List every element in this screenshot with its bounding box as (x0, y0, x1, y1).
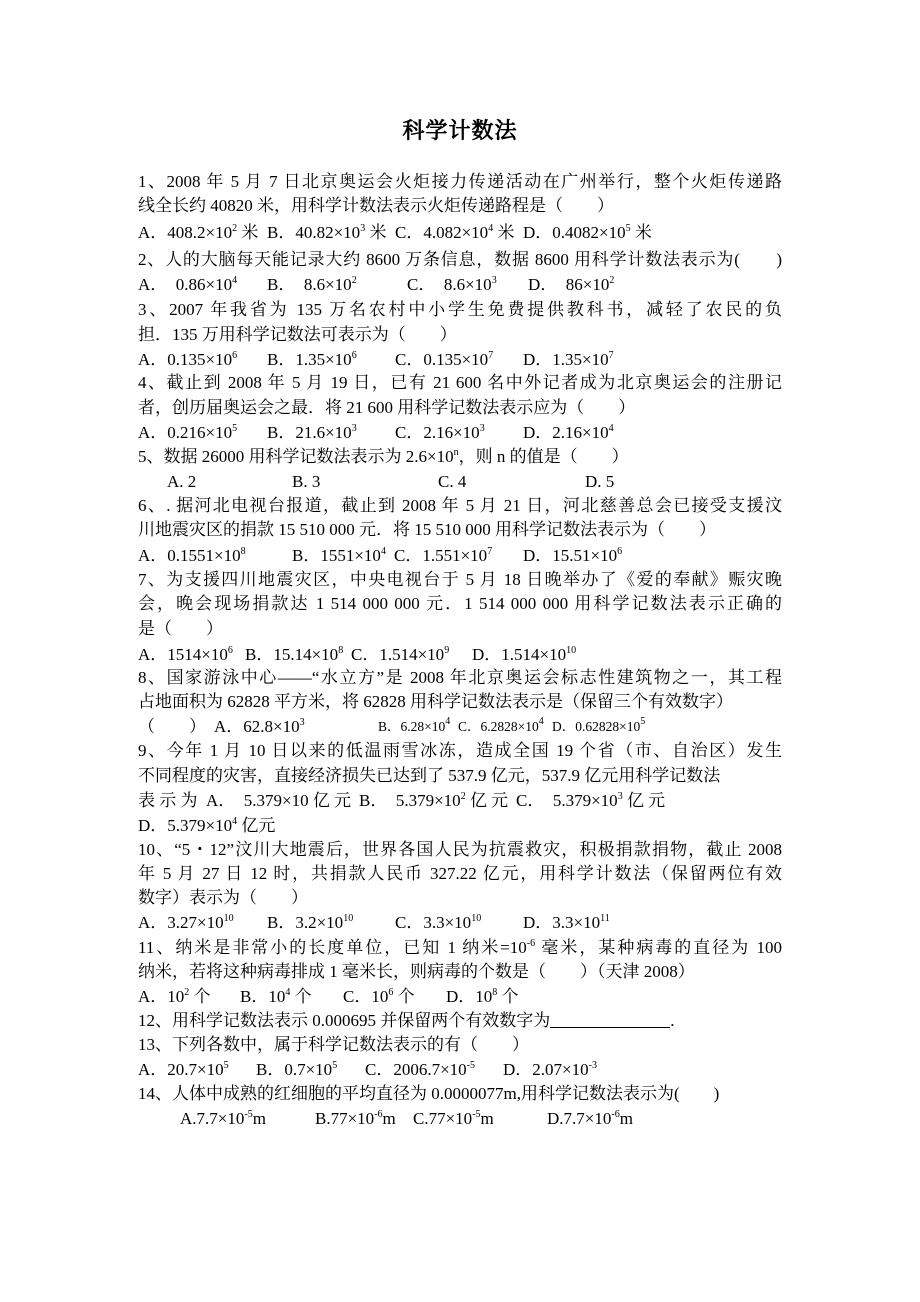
text-segment: A．3.27×10 (138, 913, 224, 932)
exponent: 6 (351, 350, 357, 361)
text-segment: . (670, 1011, 675, 1030)
text-segment: A．408.2×10 (138, 223, 233, 242)
text-segment: 1、2008 年 5 月 7 日北京奥运会火炬接力传递活动在广州举行，整个火炬传递路 (138, 172, 782, 191)
exponent: 10 (223, 913, 234, 924)
exponent: 2 (609, 275, 615, 286)
text-segment: D．15.51×10 (523, 546, 618, 565)
exponent: 7 (487, 546, 493, 557)
text-segment: D．0.62828×10 (552, 719, 641, 734)
text-segment: B.77×10 (315, 1109, 375, 1128)
text-segment: A．10 (138, 987, 185, 1006)
text-segment: A. 2 (167, 472, 197, 491)
question-4-line (138, 371, 782, 395)
question-11-option-C[interactable] (343, 985, 415, 1009)
text-segment: D．2.16×10 (523, 423, 609, 442)
text-segment: 米 (630, 223, 652, 242)
text-segment: C．0.135×10 (395, 350, 489, 369)
text-segment: D．3.3×10 (523, 913, 601, 932)
exponent: -3 (588, 1060, 597, 1071)
exponent: 3 (491, 275, 497, 286)
text-segment: C． 8.6×10 (407, 275, 492, 294)
text-segment: B． 5.379×10 (359, 791, 461, 810)
text-segment: 10、“5・12”汶川大地震后，世界各国人民为抗震救灾，积极捐款捐物，截止 2008 (138, 840, 782, 859)
text-segment: 5、数据 26000 用科学记数法表示为 2.6×10 (138, 447, 454, 466)
question-1-option-B[interactable] (267, 221, 386, 245)
text-segment: B．6.28×10 (378, 719, 446, 734)
text-segment: 会，晚会现场捐款达 1 514 000 000 元．1 514 000 000 用科学记数法表示正确的 (138, 594, 782, 613)
text-segment: B．40.82×10 (267, 223, 361, 242)
question-11-option-B[interactable] (240, 985, 312, 1009)
text-segment: D．0.4082×10 (523, 223, 626, 242)
question-1-option-C[interactable] (395, 221, 514, 245)
text-segment: 亿 元 (465, 791, 509, 810)
question-6-option-A[interactable] (138, 544, 246, 568)
question-6-option-C[interactable] (394, 544, 492, 568)
question-11-line (138, 960, 782, 984)
exponent: 2 (460, 791, 466, 802)
exponent: 4 (488, 223, 494, 234)
exponent: 5 (232, 423, 238, 434)
question-9-option-D[interactable] (138, 814, 275, 838)
question-2-line (138, 248, 782, 272)
text-segment: A．62.8×10 (214, 717, 300, 736)
question-13-option-B[interactable] (256, 1058, 337, 1082)
text-segment: A．0.216×10 (138, 423, 233, 442)
text-segment: 年 5 月 27 日 12 时，共捐款人民币 327.22 亿元，用科学计数法（保留两位有效 (138, 864, 782, 883)
question-8-option-D[interactable] (552, 715, 645, 739)
exponent: 4 (445, 716, 451, 727)
text-segment: 6、. 据河北电视台报道，截止到 2008 年 5 月 21 日，河北慈善总会已接受支援汶 (138, 496, 782, 515)
question-7-line (138, 592, 782, 616)
text-segment: m (480, 1109, 494, 1128)
question-3-option-A[interactable] (138, 348, 237, 372)
question-3-line (138, 323, 782, 347)
exponent: 3 (479, 423, 485, 434)
question-4-option-A[interactable] (138, 421, 237, 445)
exponent: 7 (608, 350, 614, 361)
text-segment: 毫米，某种病毒的直径为 100 (535, 938, 782, 957)
text-segment: A． 0.86×10 (138, 275, 233, 294)
text-segment: D.7.7×10 (547, 1109, 612, 1128)
text-segment: D．2.07×10 (503, 1060, 589, 1079)
question-9-option-A[interactable] (206, 789, 351, 813)
text-segment: B．21.6×10 (267, 423, 352, 442)
question-5-line (138, 445, 782, 469)
question-7-line (138, 617, 782, 641)
exponent: -6 (526, 938, 536, 949)
exponent: 8 (338, 645, 344, 656)
text-segment: D. 5 (585, 472, 615, 491)
exponent: 6 (227, 645, 233, 656)
exponent: 9 (444, 645, 450, 656)
exponent: 8 (492, 987, 498, 998)
text-segment: 3、2007 年我省为 135 万名农村中小学生免费提供教科书，减轻了农民的负 (138, 300, 782, 319)
exponent: 3 (351, 423, 357, 434)
question-13-line (138, 1033, 782, 1057)
exponent: 4 (608, 423, 614, 434)
text-segment: 个 (393, 987, 415, 1006)
question-1-line (138, 170, 782, 194)
exponent: -5 (244, 1109, 253, 1120)
text-segment: 米 (237, 223, 259, 242)
text-segment: B．1.35×10 (267, 350, 352, 369)
text-segment: C．6.2828×10 (458, 719, 539, 734)
question-5-option-B[interactable] (292, 470, 320, 494)
text-segment: D．1.514×10 (472, 645, 567, 664)
text-segment: 不同程度的灾害，直接经济损失已达到了 537.9 亿元，537.9 亿元用科学记数法 (138, 766, 721, 785)
question-14-option-A[interactable] (180, 1107, 266, 1131)
text-segment: 11、纳米是非常小的长度单位，已知 1 纳米=10 (138, 938, 527, 957)
text-segment: D． 86×10 (528, 275, 610, 294)
exponent: 10 (566, 645, 577, 656)
question-3-option-C[interactable] (395, 348, 493, 372)
exponent: 6 (617, 546, 623, 557)
question-10-option-D[interactable] (523, 911, 610, 935)
text-segment: C． 5.379×10 (516, 791, 618, 810)
exponent: -6 (611, 1109, 620, 1120)
exponent: -5 (472, 1109, 481, 1120)
page-title: 科学计数法 (402, 118, 518, 143)
question-3-option-B[interactable] (267, 348, 357, 372)
question-10-option-B[interactable] (267, 911, 353, 935)
text-segment: A． 5.379×10 亿 元 (206, 791, 352, 810)
text-segment: 数字）表示为（ ） (138, 888, 308, 907)
exponent: 4 (380, 546, 386, 557)
question-11-option-A[interactable] (138, 985, 211, 1009)
text-segment: 纳米，若将这种病毒排成 1 毫米长，则病毒的个数是（ ）（天津 2008） (138, 962, 695, 981)
text-segment: B．10 (240, 987, 286, 1006)
text-segment: B. 3 (292, 472, 321, 491)
text-segment: B．0.7×10 (256, 1060, 333, 1079)
exponent: 5 (640, 716, 646, 727)
question-13-option-D[interactable] (503, 1058, 597, 1082)
question-2-option-D[interactable] (528, 273, 614, 297)
question-1-option-D[interactable] (523, 221, 652, 245)
text-segment: B．15.14×10 (245, 645, 339, 664)
text-segment: 米 (493, 223, 515, 242)
text-segment: C．4.082×10 (395, 223, 489, 242)
question-10-line (138, 838, 782, 862)
question-10-line (138, 862, 782, 886)
text-segment: D．1.35×10 (523, 350, 609, 369)
question-3-option-D[interactable] (523, 348, 614, 372)
text-segment: A．1514×10 (138, 645, 228, 664)
question-8-option-C[interactable] (458, 715, 544, 739)
text-segment: 个 (290, 987, 312, 1006)
question-6-line (138, 518, 782, 542)
question-14-option-D[interactable] (547, 1107, 633, 1131)
text-segment: D．5.379×10 (138, 816, 233, 835)
exponent: 5 (223, 1060, 229, 1071)
text-segment: C．2.16×10 (395, 423, 480, 442)
text-segment: 12、用科学记数法表示 0.000695 并保留两个有效数字为 (138, 1011, 551, 1030)
text-segment: 个 (189, 987, 211, 1006)
text-segment: C．3.3×10 (395, 913, 472, 932)
answer-blank[interactable] (550, 1011, 670, 1028)
question-10-line (138, 886, 782, 910)
question-13-option-C[interactable] (365, 1058, 475, 1082)
question-8-option-A[interactable] (214, 715, 305, 739)
exponent: 3 (617, 791, 623, 802)
text-segment: 亿元 (237, 816, 276, 835)
question-6-option-D[interactable] (523, 544, 622, 568)
text-segment: 9、今年 1 月 10 日以来的低温雨雪冰冻，造成全国 19 个省（市、自治区）发生 (138, 741, 782, 760)
question-7-option-C[interactable] (351, 643, 449, 667)
question-13-option-A[interactable] (138, 1058, 229, 1082)
exponent: 5 (332, 1060, 338, 1071)
exponent: 4 (285, 987, 291, 998)
question-2-option-A[interactable] (138, 273, 237, 297)
exponent: 3 (299, 717, 305, 728)
question-9-option-B[interactable] (359, 789, 508, 813)
text-segment: 个 (497, 987, 519, 1006)
question-7-option-A[interactable] (138, 643, 233, 667)
question-5-option-D[interactable] (585, 470, 614, 494)
text-segment: C．2006.7×10 (365, 1060, 467, 1079)
question-4-option-B[interactable] (267, 421, 357, 445)
exponent: 6 (232, 350, 238, 361)
question-6-line (138, 494, 782, 518)
exponent: -5 (466, 1060, 476, 1071)
exponent: 2 (184, 987, 190, 998)
exponent: 8 (240, 546, 246, 557)
text-segment: 川地震灾区的捐款 15 510 000 元．将 15 510 000 用科学记数法表示为（ ） (138, 520, 716, 539)
question-8-line (138, 690, 782, 714)
text-segment: A.7.7×10 (180, 1109, 245, 1128)
text-segment: C．10 (343, 987, 389, 1006)
question-2-option-B[interactable] (267, 273, 357, 297)
exponent: 5 (625, 223, 631, 234)
text-segment: B．1551×10 (292, 546, 381, 565)
text-segment: ，则 n 的值是（ ） (458, 447, 629, 466)
exponent: 2 (351, 275, 357, 286)
text-segment: 8、国家游泳中心——“水立方”是 2008 年北京奥运会标志性建筑物之一，其工程 (138, 668, 782, 687)
exponent: 3 (360, 223, 366, 234)
exponent: 10 (471, 913, 482, 924)
exponent: 4 (232, 275, 238, 286)
question-1-option-A[interactable] (138, 221, 258, 245)
exponent: 10 (343, 913, 354, 924)
question-7-option-B[interactable] (245, 643, 343, 667)
exponent: -6 (374, 1109, 383, 1120)
question-7-line (138, 568, 782, 592)
text-segment: A．20.7×10 (138, 1060, 224, 1079)
question-9-option-C[interactable] (516, 789, 665, 813)
text-segment: 2、人的大脑每天能记录大约 8600 万条信息，数据 8600 用科学计数法表示为( ) (138, 250, 782, 269)
question-10-option-C[interactable] (395, 911, 481, 935)
question-1-line (138, 194, 782, 218)
text-segment: A．0.1551×10 (138, 546, 241, 565)
text-segment: 是（ ） (138, 619, 223, 638)
question-5-option-C[interactable] (438, 470, 466, 494)
text-segment: B．3.2×10 (267, 913, 344, 932)
question-12-line (138, 1009, 782, 1033)
question-9-prefix: 表 示 为 (138, 791, 198, 810)
text-segment: m (382, 1109, 396, 1128)
exponent: 11 (600, 913, 610, 924)
text-segment: A．0.135×10 (138, 350, 233, 369)
question-9-line (138, 739, 782, 763)
question-11-line (138, 936, 782, 960)
text-segment: 4、截止到 2008 年 5 月 19 日，已有 21 600 名中外记者成为北京奥运会的注册记 (138, 373, 782, 392)
text-segment: C.77×10 (413, 1109, 473, 1128)
text-segment: C. 4 (438, 472, 467, 491)
question-2-option-C[interactable] (407, 273, 497, 297)
text-segment: 担．135 万用科学记数法可表示为（ ） (138, 325, 457, 344)
text-segment: 者，创历届奥运会之最．将 21 600 用科学记数法表示应为（ ） (138, 398, 636, 417)
text-segment: m (252, 1109, 266, 1128)
exponent: 4 (232, 816, 238, 827)
text-segment: 14、人体中成熟的红细胞的平均直径为 0.0000077m,用科学记数法表示为( ) (138, 1084, 720, 1103)
text-segment: m (619, 1109, 633, 1128)
question-4-option-D[interactable] (523, 421, 614, 445)
question-8-prefix: （ ） (138, 717, 206, 736)
question-4-line (138, 396, 782, 420)
text-segment: 米 (365, 223, 387, 242)
question-11-option-D[interactable] (446, 985, 519, 1009)
text-segment: C．1.514×10 (351, 645, 445, 664)
exponent: 4 (538, 716, 544, 727)
question-7-option-D[interactable] (472, 643, 576, 667)
text-segment: 线全长约 40820 米，用科学计数法表示火炬传递路程是（ ） (138, 196, 614, 215)
text-segment: 13、下列各数中，属于科学记数法表示的有（ ） (138, 1035, 529, 1054)
text-segment: 亿 元 (622, 791, 666, 810)
question-8-line (138, 666, 782, 690)
exponent: n (453, 447, 459, 458)
text-segment: 7、为支援四川地震灾区，中央电视台于 5 月 18 日晚举办了《爱的奉献》赈灾晚 (138, 570, 782, 589)
question-14-line (138, 1082, 782, 1106)
exponent: 7 (488, 350, 494, 361)
exponent: 6 (388, 987, 394, 998)
question-6-option-B[interactable] (292, 544, 386, 568)
text-segment: D．10 (446, 987, 493, 1006)
question-3-line (138, 298, 782, 322)
question-10-option-A[interactable] (138, 911, 234, 935)
question-5-option-A[interactable] (167, 470, 196, 494)
question-4-option-C[interactable] (395, 421, 485, 445)
question-8-option-B[interactable] (378, 715, 450, 739)
question-14-option-B[interactable] (315, 1107, 396, 1131)
question-14-option-C[interactable] (413, 1107, 494, 1131)
question-9-line (138, 764, 782, 788)
text-segment: C．1.551×10 (394, 546, 488, 565)
exponent: 2 (232, 223, 238, 234)
text-segment: 占地面积为 62828 平方米，将 62828 用科学记数法表示是（保留三个有效数字） (138, 692, 733, 711)
text-segment: B． 8.6×10 (267, 275, 352, 294)
